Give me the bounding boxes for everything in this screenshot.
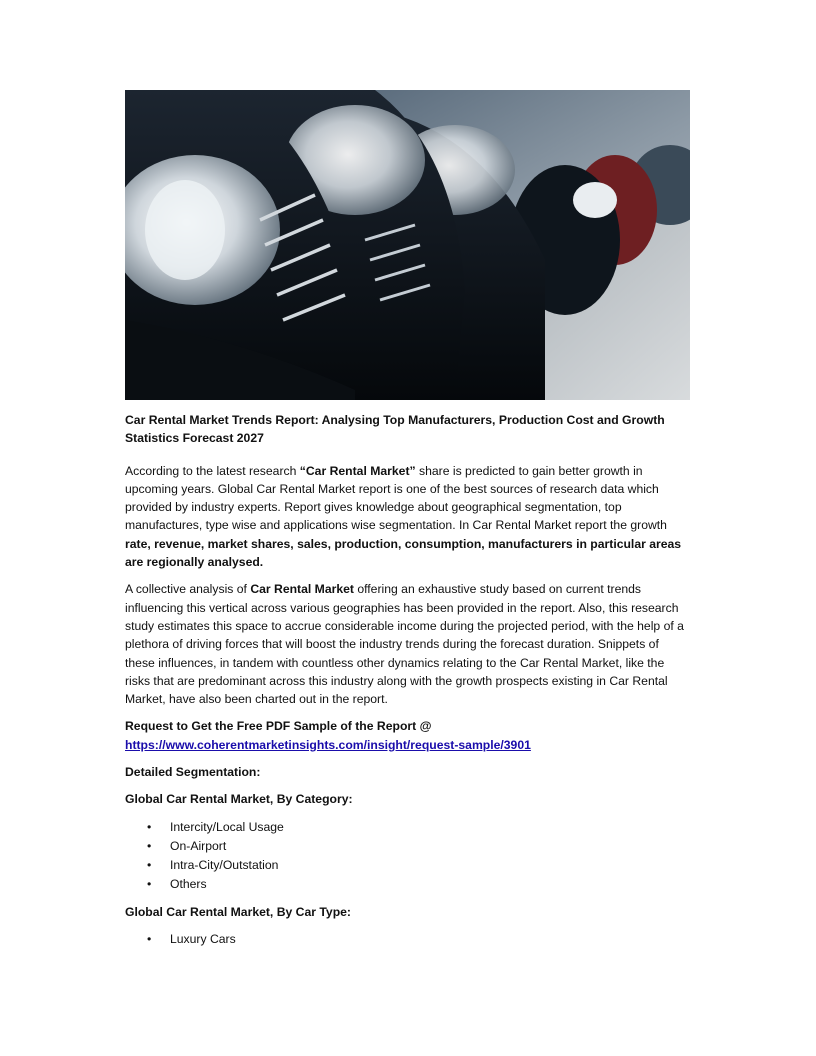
- category-list: [125, 818, 690, 894]
- sample-request-link[interactable]: https://www.coherentmarketinsights.com/insight/request-sample/3901: [125, 737, 531, 752]
- list-item: • Others: [125, 875, 690, 894]
- article-title: Car Rental Market Trends Report: Analysing Top Manufacturers, Production Cost and Growth Statistics Forecast 2027: [125, 413, 665, 446]
- sample-request-label: Request to Get the Free PDF Sample of the Report @: [125, 719, 432, 734]
- sample-request: [125, 717, 690, 754]
- car-type-list: [125, 930, 690, 949]
- list-item: • On-Airport: [125, 837, 690, 856]
- article-body: [125, 411, 690, 958]
- analysis-paragraph: A collective analysis of Car Rental Market offering an exhaustive study based on current trends influencing this vertical across various geographies has been provided in the report. Also, this research study estimates this space to accrue considerable income during the projected period, with the help of a plethora of driving forces that will boost the industry trends during the forecast duration. Snippets of these influences, in tandem with countless other dynamics relating to the Car Rental Market, like the risks that are predominant across this industry along with the growth prospects existing in Car Rental Market, have also been charted out in the report.: [125, 582, 684, 707]
- segmentation-heading: Detailed Segmentation:: [125, 765, 261, 780]
- car-type-heading: Global Car Rental Market, By Car Type:: [125, 904, 351, 919]
- cars-photo: [125, 90, 690, 400]
- list-item: • Intercity/Local Usage: [125, 818, 690, 837]
- list-item: • Luxury Cars: [125, 930, 690, 949]
- list-item: • Intra-City/Outstation: [125, 856, 690, 875]
- category-heading: Global Car Rental Market, By Category:: [125, 792, 353, 807]
- intro-paragraph: According to the latest research “Car Rental Market” share is predicted to gain better growth in upcoming years. Global Car Rental Market report is one of the best sources of research data which provided by industry experts. Report gives knowledge about geographical segmentation, top manufactures, type wise and applications wise segmentation. In Car Rental Market report the growth rate, revenue, market shares, sales, production, consumption, manufacturers in particular areas are regionally analysed.: [125, 463, 682, 570]
